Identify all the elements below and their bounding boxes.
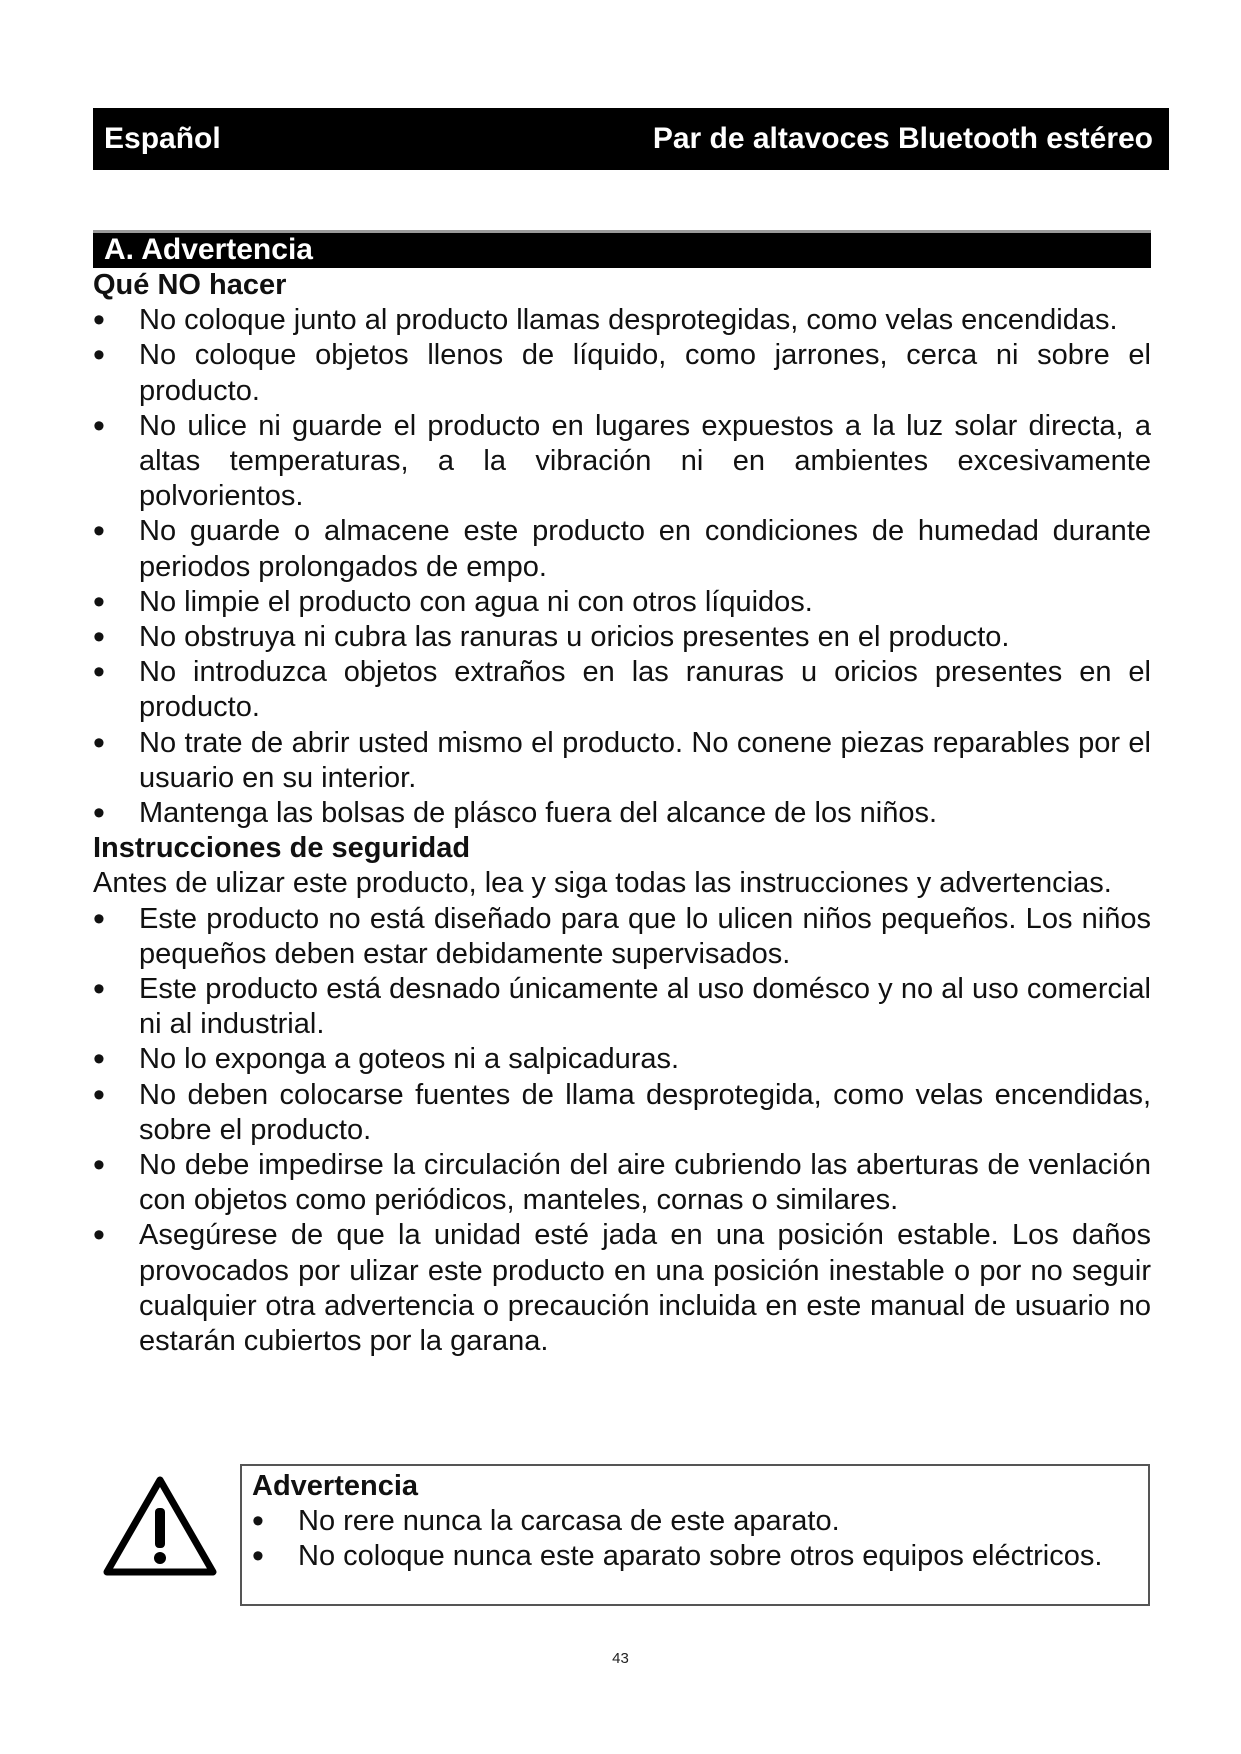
header-language: Español <box>104 122 221 155</box>
section-title: A. Advertencia <box>93 230 1151 268</box>
warning-list <box>252 1504 1136 1574</box>
list-item: • No coloque junto al producto llamas desprotegidas, como velas encendidas. <box>93 303 1151 338</box>
list-item: • No obstruya ni cubra las ranuras u oricios presentes en el producto. <box>93 620 1151 655</box>
page-number: 43 <box>612 1650 629 1667</box>
warning-box <box>240 1464 1150 1606</box>
list-item: • No introduzca objetos extraños en las ranuras u oricios presentes en el producto. <box>93 655 1151 725</box>
list-item: • Asegúrese de que la unidad esté jada en una posición estable. Los daños provocados por ulizar este producto en una posición inestable o por no seguir cualquier otra advertencia o precaución incluida en este manual de usuario no estarán cubiertos por la garana. <box>93 1218 1151 1359</box>
warning-triangle-icon <box>101 1474 219 1578</box>
list-item: • No deben colocarse fuentes de llama desprotegida, como velas encendidas, sobre el producto. <box>93 1078 1151 1148</box>
list-item: • Este producto está desnado únicamente al uso domésco y no al uso comercial ni al industrial. <box>93 972 1151 1042</box>
list-item: • No guarde o almacene este producto en condiciones de humedad durante periodos prolongados de empo. <box>93 514 1151 584</box>
safety-list <box>93 902 1151 1360</box>
warning-heading: Advertencia <box>252 1470 419 1502</box>
safety-intro: Antes de ulizar este producto, lea y siga todas las instrucciones y advertencias. <box>93 867 1112 900</box>
list-item: • No coloque nunca este aparato sobre otros equipos eléctricos. <box>252 1539 1136 1574</box>
main-content <box>93 268 1151 1359</box>
safety-heading: Instrucciones de seguridad <box>93 832 471 865</box>
list-item: • No limpie el producto con agua ni con otros líquidos. <box>93 585 1151 620</box>
list-item: • No lo exponga a goteos ni a salpicaduras. <box>93 1042 1151 1077</box>
list-item: • No ulice ni guarde el producto en lugares expuestos a la luz solar directa, a altas temperaturas, a la vibración ni en ambientes excesivamente polvorientos. <box>93 409 1151 515</box>
list-item: • No debe impedirse la circulación del aire cubriendo las aberturas de venlación con objetos como periódicos, manteles, cornas o similares. <box>93 1148 1151 1218</box>
dont-list <box>93 303 1151 831</box>
header-title: Par de altavoces Bluetooth estéreo <box>652 122 1153 155</box>
list-item: • Este producto no está diseñado para que lo ulicen niños pequeños. Los niños pequeños deben estar debidamente supervisados. <box>93 902 1151 972</box>
list-item: • Mantenga las bolsas de plásco fuera del alcance de los niños. <box>93 796 1151 831</box>
list-item: • No coloque objetos llenos de líquido, como jarrones, cerca ni sobre el producto. <box>93 338 1151 408</box>
dont-heading: Qué NO hacer <box>93 269 287 301</box>
list-item: • No trate de abrir usted mismo el producto. No conene piezas reparables por el usuario en su interior. <box>93 726 1151 796</box>
page-header <box>93 108 1169 170</box>
list-item: • No rere nunca la carcasa de este aparato. <box>252 1504 1136 1539</box>
